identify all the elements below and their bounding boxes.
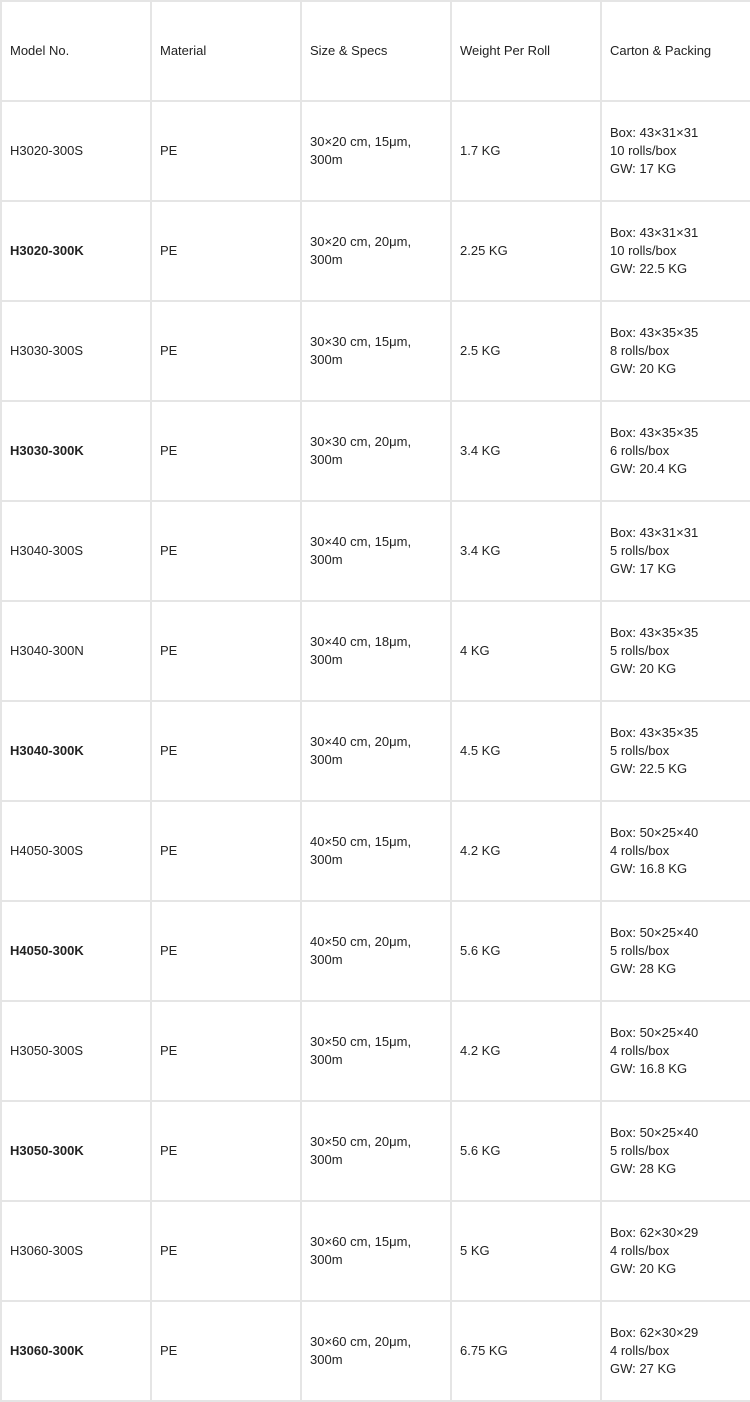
table-row	[1, 901, 750, 1001]
carton-packing-line: Box: 43×31×31	[610, 525, 699, 540]
header-model-no: Model No.	[1, 1, 151, 101]
carton-packing-line: Box: 50×25×40	[610, 1125, 699, 1140]
size-specs-line: 30×20 cm, 15μm,	[310, 134, 412, 149]
model-cell: H3040-300K	[1, 701, 151, 801]
size-specs-cell	[301, 501, 451, 601]
carton-packing-line: 8 rolls/box	[610, 343, 670, 358]
weight-cell: 5.6 KG	[451, 1101, 601, 1201]
header-size-specs: Size & Specs	[301, 1, 451, 101]
carton-packing-line: GW: 20 KG	[610, 1261, 677, 1276]
size-specs-cell	[301, 301, 451, 401]
model-cell: H3060-300K	[1, 1301, 151, 1401]
header-row	[1, 1, 750, 101]
material-cell: PE	[151, 1101, 301, 1201]
model-cell: H4050-300K	[1, 901, 151, 1001]
header-material: Material	[151, 1, 301, 101]
carton-packing-line: GW: 17 KG	[610, 161, 677, 176]
carton-packing-cell	[601, 1301, 750, 1401]
carton-packing-line: Box: 62×30×29	[610, 1325, 699, 1340]
size-specs-cell	[301, 1301, 451, 1401]
size-specs-line: 300m	[310, 152, 343, 167]
size-specs-line: 30×40 cm, 15μm,	[310, 534, 412, 549]
size-specs-cell	[301, 1001, 451, 1101]
size-specs-cell	[301, 701, 451, 801]
table-body	[1, 101, 750, 1401]
size-specs-line: 300m	[310, 252, 343, 267]
carton-packing-cell	[601, 101, 750, 201]
table-header	[1, 1, 750, 101]
size-specs-line: 300m	[310, 952, 343, 967]
model-cell: H3020-300S	[1, 101, 151, 201]
material-cell: PE	[151, 401, 301, 501]
size-specs-cell	[301, 201, 451, 301]
size-specs-line: 30×50 cm, 20μm,	[310, 1134, 412, 1149]
size-specs-line: 300m	[310, 552, 343, 567]
model-cell: H3020-300K	[1, 201, 151, 301]
carton-packing-line: GW: 28 KG	[610, 1161, 677, 1176]
size-specs-cell	[301, 101, 451, 201]
weight-cell: 4.2 KG	[451, 1001, 601, 1101]
carton-packing-line: 6 rolls/box	[610, 443, 670, 458]
carton-packing-cell	[601, 301, 750, 401]
weight-cell: 2.25 KG	[451, 201, 601, 301]
carton-packing-line: GW: 22.5 KG	[610, 761, 688, 776]
size-specs-cell	[301, 1201, 451, 1301]
model-cell: H3030-300S	[1, 301, 151, 401]
carton-packing-cell	[601, 501, 750, 601]
table-row	[1, 101, 750, 201]
size-specs-line: 300m	[310, 452, 343, 467]
carton-packing-line: GW: 17 KG	[610, 561, 677, 576]
material-cell: PE	[151, 701, 301, 801]
carton-packing-cell	[601, 1001, 750, 1101]
weight-cell: 6.75 KG	[451, 1301, 601, 1401]
material-cell: PE	[151, 501, 301, 601]
table-row	[1, 501, 750, 601]
carton-packing-line: 5 rolls/box	[610, 743, 670, 758]
carton-packing-line: GW: 16.8 KG	[610, 861, 688, 876]
carton-packing-line: 5 rolls/box	[610, 1143, 670, 1158]
carton-packing-cell	[601, 701, 750, 801]
size-specs-cell	[301, 401, 451, 501]
table-row	[1, 601, 750, 701]
size-specs-line: 300m	[310, 1352, 343, 1367]
table-row	[1, 201, 750, 301]
header-carton-packing: Carton & Packing	[601, 1, 750, 101]
header-weight-per-roll: Weight Per Roll	[451, 1, 601, 101]
carton-packing-line: GW: 20 KG	[610, 361, 677, 376]
size-specs-cell	[301, 601, 451, 701]
size-specs-line: 30×60 cm, 20μm,	[310, 1334, 412, 1349]
size-specs-line: 30×30 cm, 15μm,	[310, 334, 412, 349]
weight-cell: 4.2 KG	[451, 801, 601, 901]
carton-packing-line: 4 rolls/box	[610, 1243, 670, 1258]
carton-packing-line: Box: 43×35×35	[610, 425, 699, 440]
carton-packing-line: GW: 16.8 KG	[610, 1061, 688, 1076]
carton-packing-line: GW: 28 KG	[610, 961, 677, 976]
carton-packing-line: Box: 43×31×31	[610, 125, 699, 140]
size-specs-line: 30×20 cm, 20μm,	[310, 234, 412, 249]
table-row	[1, 401, 750, 501]
model-cell: H3060-300S	[1, 1201, 151, 1301]
model-cell: H3050-300S	[1, 1001, 151, 1101]
table-row	[1, 1101, 750, 1201]
size-specs-cell	[301, 1101, 451, 1201]
size-specs-line: 300m	[310, 852, 343, 867]
material-cell: PE	[151, 201, 301, 301]
carton-packing-cell	[601, 1201, 750, 1301]
size-specs-line: 300m	[310, 1152, 343, 1167]
model-cell: H3050-300K	[1, 1101, 151, 1201]
carton-packing-cell	[601, 1101, 750, 1201]
size-specs-line: 300m	[310, 652, 343, 667]
material-cell: PE	[151, 1301, 301, 1401]
weight-cell: 3.4 KG	[451, 401, 601, 501]
carton-packing-line: Box: 43×35×35	[610, 625, 699, 640]
material-cell: PE	[151, 301, 301, 401]
size-specs-line: 40×50 cm, 20μm,	[310, 934, 412, 949]
table-row	[1, 301, 750, 401]
size-specs-line: 300m	[310, 1252, 343, 1267]
size-specs-cell	[301, 801, 451, 901]
carton-packing-line: GW: 27 KG	[610, 1361, 677, 1376]
size-specs-line: 300m	[310, 752, 343, 767]
carton-packing-line: Box: 50×25×40	[610, 1025, 699, 1040]
model-cell: H4050-300S	[1, 801, 151, 901]
carton-packing-line: 4 rolls/box	[610, 843, 670, 858]
carton-packing-line: GW: 22.5 KG	[610, 261, 688, 276]
model-cell: H3030-300K	[1, 401, 151, 501]
size-specs-line: 30×30 cm, 20μm,	[310, 434, 412, 449]
weight-cell: 3.4 KG	[451, 501, 601, 601]
carton-packing-cell	[601, 201, 750, 301]
material-cell: PE	[151, 901, 301, 1001]
table-row	[1, 1001, 750, 1101]
size-specs-line: 30×40 cm, 18μm,	[310, 634, 412, 649]
carton-packing-line: 10 rolls/box	[610, 143, 677, 158]
weight-cell: 1.7 KG	[451, 101, 601, 201]
size-specs-line: 30×40 cm, 20μm,	[310, 734, 412, 749]
model-cell: H3040-300S	[1, 501, 151, 601]
material-cell: PE	[151, 601, 301, 701]
size-specs-line: 300m	[310, 1052, 343, 1067]
weight-cell: 4 KG	[451, 601, 601, 701]
carton-packing-line: GW: 20 KG	[610, 661, 677, 676]
carton-packing-cell	[601, 401, 750, 501]
carton-packing-cell	[601, 801, 750, 901]
weight-cell: 2.5 KG	[451, 301, 601, 401]
size-specs-line: 30×60 cm, 15μm,	[310, 1234, 412, 1249]
table-row	[1, 701, 750, 801]
weight-cell: 4.5 KG	[451, 701, 601, 801]
table-row	[1, 1301, 750, 1401]
table-row	[1, 801, 750, 901]
weight-cell: 5 KG	[451, 1201, 601, 1301]
material-cell: PE	[151, 801, 301, 901]
carton-packing-line: Box: 43×35×35	[610, 725, 699, 740]
carton-packing-cell	[601, 901, 750, 1001]
material-cell: PE	[151, 1001, 301, 1101]
carton-packing-line: Box: 43×35×35	[610, 325, 699, 340]
carton-packing-cell	[601, 601, 750, 701]
carton-packing-line: Box: 43×31×31	[610, 225, 699, 240]
material-cell: PE	[151, 101, 301, 201]
model-cell: H3040-300N	[1, 601, 151, 701]
carton-packing-line: Box: 50×25×40	[610, 925, 699, 940]
table-row	[1, 1201, 750, 1301]
carton-packing-line: 5 rolls/box	[610, 543, 670, 558]
carton-packing-line: GW: 20.4 KG	[610, 461, 688, 476]
carton-packing-line: 4 rolls/box	[610, 1043, 670, 1058]
weight-cell: 5.6 KG	[451, 901, 601, 1001]
carton-packing-line: Box: 50×25×40	[610, 825, 699, 840]
carton-packing-line: 10 rolls/box	[610, 243, 677, 258]
carton-packing-line: 4 rolls/box	[610, 1343, 670, 1358]
size-specs-line: 40×50 cm, 15μm,	[310, 834, 412, 849]
size-specs-cell	[301, 901, 451, 1001]
size-specs-line: 30×50 cm, 15μm,	[310, 1034, 412, 1049]
material-cell: PE	[151, 1201, 301, 1301]
carton-packing-line: 5 rolls/box	[610, 943, 670, 958]
carton-packing-line: 5 rolls/box	[610, 643, 670, 658]
carton-packing-line: Box: 62×30×29	[610, 1225, 699, 1240]
size-specs-line: 300m	[310, 352, 343, 367]
